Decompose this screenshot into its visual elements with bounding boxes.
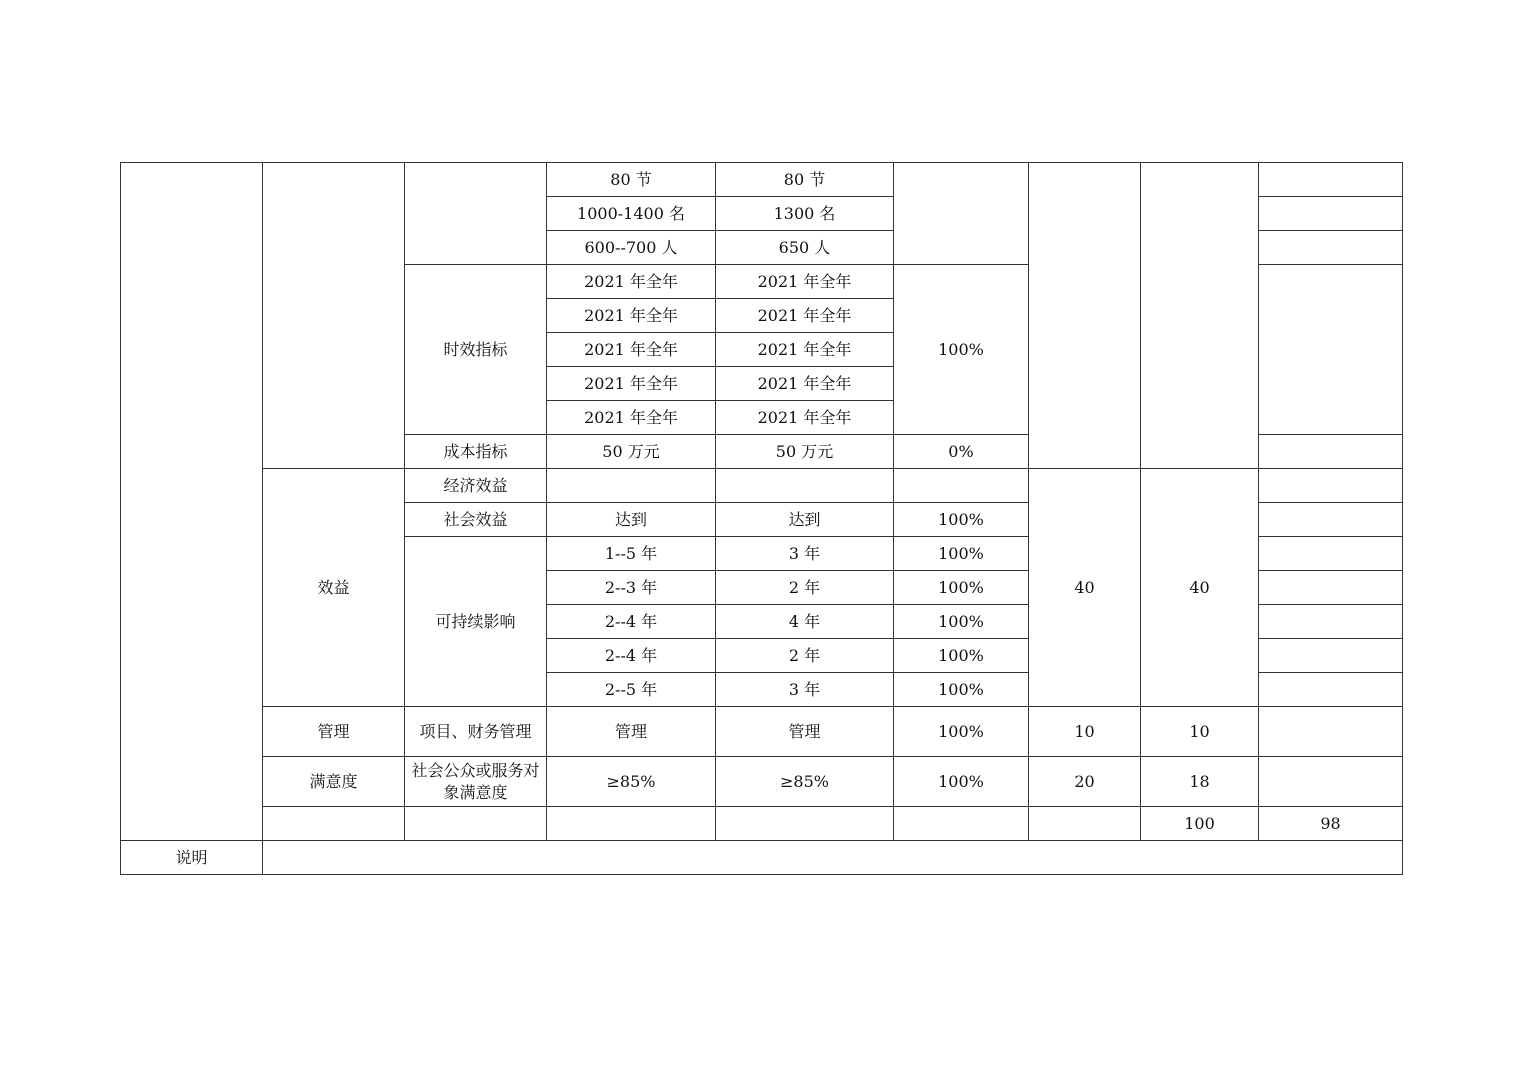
- economic-label-cell: 经济效益: [405, 469, 547, 503]
- completion-cell: [894, 469, 1029, 503]
- remark-cell: [1259, 265, 1403, 435]
- blank-cell: [1029, 807, 1141, 841]
- actual-cell: 2 年: [716, 639, 894, 673]
- actual-cell: 4 年: [716, 605, 894, 639]
- total-weight-cell: 100: [1141, 807, 1259, 841]
- remark-cell: [1259, 197, 1403, 231]
- score-cell: [1141, 163, 1259, 469]
- table-row: [121, 469, 1403, 503]
- remark-cell: [1259, 639, 1403, 673]
- note-row: [121, 841, 1403, 875]
- index-cell: 50 万元: [547, 435, 716, 469]
- weight-cell: 20: [1029, 757, 1141, 807]
- completion-cell: 0%: [894, 435, 1029, 469]
- remark-cell: [1259, 469, 1403, 503]
- score-cell: 10: [1141, 707, 1259, 757]
- index-cell: 达到: [547, 503, 716, 537]
- index-cell: 2021 年全年: [547, 367, 716, 401]
- weight-cell: 10: [1029, 707, 1141, 757]
- completion-cell: 100%: [894, 265, 1029, 435]
- timeliness-label-cell: 时效指标: [405, 265, 547, 435]
- social-label-cell: 社会效益: [405, 503, 547, 537]
- actual-cell: 管理: [716, 707, 894, 757]
- index-cell: 2021 年全年: [547, 333, 716, 367]
- index-cell: 2021 年全年: [547, 401, 716, 435]
- blank-cell: [716, 807, 894, 841]
- table-row: [121, 163, 1403, 197]
- benefit-label-cell: 效益: [263, 469, 405, 707]
- remark-cell: [1259, 673, 1403, 707]
- total-row: [121, 807, 1403, 841]
- cost-label-cell: 成本指标: [405, 435, 547, 469]
- index-cell: ≥85%: [547, 757, 716, 807]
- remark-cell: [1259, 503, 1403, 537]
- completion-cell: 100%: [894, 707, 1029, 757]
- completion-cell: 100%: [894, 673, 1029, 707]
- blank-cell: [405, 807, 547, 841]
- satisfaction-label-cell: 社会公众或服务对象满意度: [405, 757, 547, 807]
- actual-cell: 650 人: [716, 231, 894, 265]
- remark-cell: [1259, 571, 1403, 605]
- index-cell: [547, 469, 716, 503]
- actual-cell: [716, 469, 894, 503]
- quantity-label-cell: [405, 163, 547, 265]
- completion-cell: 100%: [894, 757, 1029, 807]
- index-cell: 2--4 年: [547, 639, 716, 673]
- weight-cell: [1029, 163, 1141, 469]
- table-row: [121, 757, 1403, 807]
- management-category-cell: 管理: [263, 707, 405, 757]
- note-label-cell: 说明: [121, 841, 263, 875]
- actual-cell: 80 节: [716, 163, 894, 197]
- remark-cell: [1259, 757, 1403, 807]
- completion-cell: [894, 163, 1029, 265]
- actual-cell: 2021 年全年: [716, 401, 894, 435]
- completion-cell: 100%: [894, 639, 1029, 673]
- score-cell: 40: [1141, 469, 1259, 707]
- satisfaction-category-cell: 满意度: [263, 757, 405, 807]
- remark-cell: [1259, 435, 1403, 469]
- index-cell: 2--5 年: [547, 673, 716, 707]
- blank-cell: [263, 807, 405, 841]
- remark-cell: [1259, 163, 1403, 197]
- sustainable-label-cell: 可持续影响: [405, 537, 547, 707]
- index-cell: 2--3 年: [547, 571, 716, 605]
- blank-cell: [547, 807, 716, 841]
- completion-cell: 100%: [894, 503, 1029, 537]
- index-cell: 2--4 年: [547, 605, 716, 639]
- completion-cell: 100%: [894, 537, 1029, 571]
- index-cell: 600--700 人: [547, 231, 716, 265]
- output-blank-cell: [263, 163, 405, 469]
- index-cell: 2021 年全年: [547, 299, 716, 333]
- actual-cell: 3 年: [716, 673, 894, 707]
- remark-cell: [1259, 231, 1403, 265]
- remark-cell: [1259, 707, 1403, 757]
- actual-cell: 2021 年全年: [716, 265, 894, 299]
- actual-cell: 3 年: [716, 537, 894, 571]
- actual-cell: 2021 年全年: [716, 333, 894, 367]
- actual-cell: 2021 年全年: [716, 367, 894, 401]
- index-cell: 1000-1400 名: [547, 197, 716, 231]
- actual-cell: ≥85%: [716, 757, 894, 807]
- total-score-cell: 98: [1259, 807, 1403, 841]
- table-row: [121, 707, 1403, 757]
- actual-cell: 1300 名: [716, 197, 894, 231]
- management-label-cell: 项目、财务管理: [405, 707, 547, 757]
- index-cell: 2021 年全年: [547, 265, 716, 299]
- actual-cell: 2 年: [716, 571, 894, 605]
- completion-cell: 100%: [894, 571, 1029, 605]
- index-cell: 80 节: [547, 163, 716, 197]
- weight-cell: 40: [1029, 469, 1141, 707]
- note-content-cell: [263, 841, 1403, 875]
- actual-cell: 50 万元: [716, 435, 894, 469]
- performance-table: [120, 162, 1403, 875]
- actual-cell: 达到: [716, 503, 894, 537]
- outer-blank-cell: [121, 163, 263, 841]
- index-cell: 管理: [547, 707, 716, 757]
- blank-cell: [894, 807, 1029, 841]
- index-cell: 1--5 年: [547, 537, 716, 571]
- remark-cell: [1259, 605, 1403, 639]
- score-cell: 18: [1141, 757, 1259, 807]
- remark-cell: [1259, 537, 1403, 571]
- completion-cell: 100%: [894, 605, 1029, 639]
- actual-cell: 2021 年全年: [716, 299, 894, 333]
